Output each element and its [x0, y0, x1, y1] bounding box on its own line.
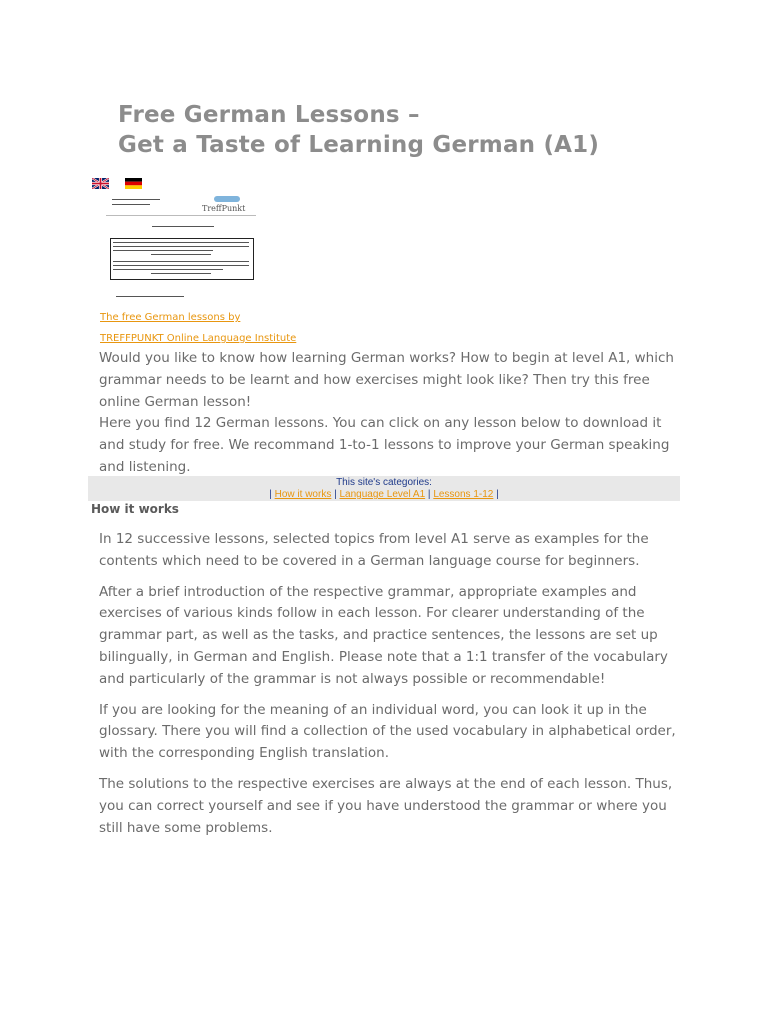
- preview-text-line: [116, 296, 184, 297]
- preview-text-line: [113, 242, 249, 243]
- body-paragraph-4: The solutions to the respective exercises are always at the end of each lesson. Thus, you can correct yourself and see if you have understood the grammar or where you still have some problems.: [99, 775, 673, 836]
- category-link-language-level-a1[interactable]: Language Level A1: [339, 489, 426, 500]
- body-paragraph-3: If you are looking for the meaning of an individual word, you can look it up in the glossary. There you will find a collection of the used vocabulary in alphabetical order, with the corresponding English translation.: [99, 701, 676, 762]
- page-title: [118, 100, 599, 160]
- preview-text-line: [151, 254, 211, 255]
- preview-text-line: [113, 265, 249, 266]
- preview-divider: [106, 215, 256, 216]
- category-separator: |: [427, 489, 431, 500]
- section-body: [99, 529, 679, 848]
- categories-links: [88, 489, 680, 501]
- categories-box: [88, 476, 680, 501]
- preview-text-line: [113, 246, 249, 247]
- treffpunkt-logo-badge: [214, 196, 240, 202]
- intro-paragraph-2: Here you find 12 German lessons. You can click on any lesson below to download it and study for free. We recommand 1-to-1 lessons to improve your German speaking and listening.: [99, 415, 670, 475]
- page-title-line-2: Get a Taste of Learning German (A1): [118, 132, 600, 158]
- caption-link-lessons[interactable]: The free German lessons by: [100, 312, 241, 323]
- preview-text-line: [151, 273, 211, 274]
- category-link-lessons-1-12[interactable]: Lessons 1-12: [433, 489, 494, 500]
- categories-title: This site's categories:: [336, 477, 432, 488]
- category-separator: |: [496, 489, 499, 500]
- preview-text-line: [113, 250, 213, 251]
- category-separator: |: [334, 489, 337, 500]
- preview-text-line: [113, 269, 223, 270]
- preview-text-line: [112, 199, 160, 200]
- preview-grammar-box: [110, 238, 254, 280]
- page-title-line-1: Free German Lessons –: [118, 102, 420, 128]
- lesson-preview-image[interactable]: [106, 194, 258, 304]
- english-flag-icon[interactable]: [92, 178, 109, 189]
- preview-heading-line: [152, 226, 214, 227]
- treffpunkt-logo: TreffPunkt: [202, 204, 246, 213]
- caption-link-institute[interactable]: TREFFPUNKT Online Language Institute: [100, 333, 297, 344]
- section-heading: How it works: [91, 502, 179, 516]
- body-paragraph-2: After a brief introduction of the respective grammar, appropriate examples and exercises of various kinds follow in each lesson. For clearer understanding of the grammar part, as well as the tasks, and practice sentences, the lessons are set up bilingually, in German and English. Please note that a 1:1 transfer of the vocabulary and particularly of the grammar is not always possible or recommendable!: [99, 583, 668, 687]
- category-link-how-it-works[interactable]: How it works: [274, 489, 332, 500]
- german-flag-icon[interactable]: [125, 178, 142, 189]
- category-separator: |: [269, 489, 272, 500]
- preview-text-line: [112, 204, 150, 205]
- intro-paragraph-1: Would you like to know how learning German works? How to begin at level A1, which grammar needs to be learnt and how exercises might look like? Then try this free online German lesson!: [99, 350, 674, 410]
- body-paragraph-1: In 12 successive lessons, selected topics from level A1 serve as examples for the contents which need to be covered in a German language course for beginners.: [99, 531, 649, 569]
- intro-text: [99, 348, 679, 479]
- preview-text-line: [113, 261, 249, 262]
